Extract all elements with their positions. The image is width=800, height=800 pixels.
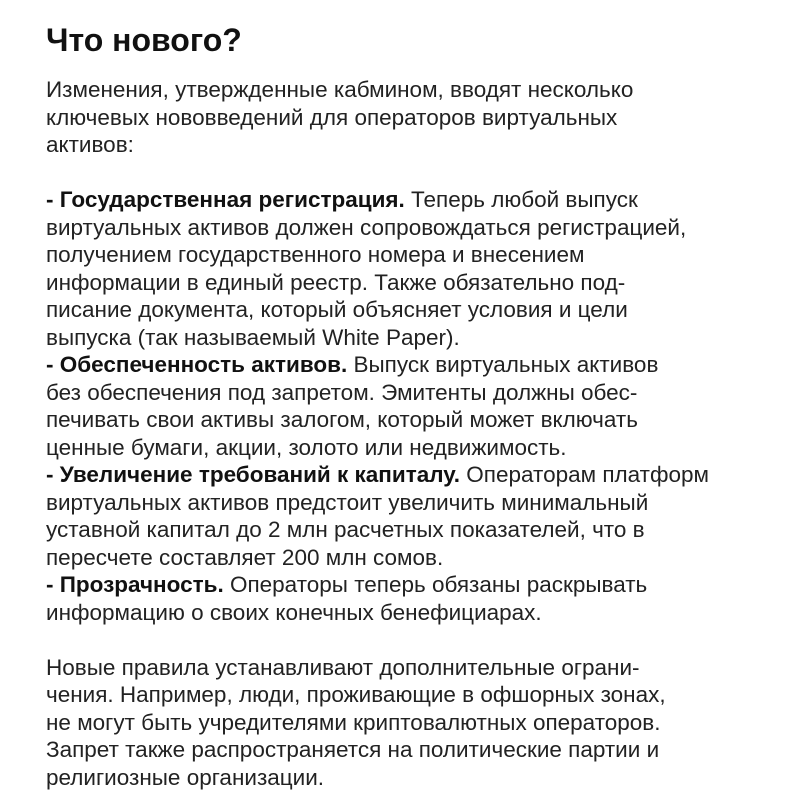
closing-paragraph <box>46 654 776 792</box>
list-item-first-line <box>46 461 776 489</box>
list-item-heading: - Прозрачность. <box>46 572 224 597</box>
list-item-capital <box>46 461 776 571</box>
list-item-first-line <box>46 571 776 599</box>
intro-line: активов: <box>46 132 134 157</box>
list-item-heading: - Увеличение требований к капиталу. <box>46 462 461 487</box>
list-item-line: пересчете составляет 200 млн сомов. <box>46 544 444 570</box>
article-body <box>46 76 776 791</box>
closing-line: религиозные организации. <box>46 764 325 790</box>
list-item-line: информацию о своих конечных бенефициарах. <box>46 599 542 625</box>
closing-line: Запрет также распространяется на политические партии и <box>46 737 660 762</box>
list-item-heading: - Обеспеченность активов. <box>46 352 348 377</box>
closing-line: Новые правила устанавливают дополнительные ограни- <box>46 654 640 680</box>
list-item-text: Операторам платформ <box>460 462 709 487</box>
list-item-text: Операторы теперь обязаны раскрывать <box>223 572 648 597</box>
paragraph-spacer <box>46 159 776 187</box>
list-item-line: виртуальных активов предстоит увеличить минимальный <box>46 489 649 515</box>
intro-line: ключевых нововведений для операторов виртуальных <box>46 104 618 130</box>
intro-line: Изменения, утвержденные кабмином, вводят несколько <box>46 77 634 102</box>
paragraph-spacer <box>46 626 776 654</box>
list-item-first-line <box>46 351 776 379</box>
page-title: Что нового? <box>46 22 242 58</box>
list-item-line: ценные бумаги, акции, золото или недвижимость. <box>46 434 567 460</box>
list-item-line: печивать свои активы залогом, который может включать <box>46 407 638 432</box>
list-item-line: без обеспечения под запретом. Эмитенты должны обес- <box>46 379 638 405</box>
list-item-text: Теперь любой выпуск <box>404 187 638 212</box>
list-item-first-line <box>46 186 776 214</box>
list-item-text: Выпуск виртуальных активов <box>347 352 659 377</box>
list-item-transparency <box>46 571 776 626</box>
list-item-line: получением государственного номера и внесением <box>46 242 585 267</box>
list-item-collateral <box>46 351 776 461</box>
list-item-registration <box>46 186 776 351</box>
list-item-line: уставной капитал до 2 млн расчетных показателей, что в <box>46 517 645 542</box>
intro-paragraph <box>46 76 776 159</box>
list-item-line: виртуальных активов должен сопровождаться регистрацией, <box>46 214 687 240</box>
list-item-line: информации в единый реестр. Также обязательно под- <box>46 269 626 295</box>
article <box>46 20 776 791</box>
closing-line: не могут быть учредителями криптовалютных операторов. <box>46 709 661 735</box>
closing-line: чения. Например, люди, проживающие в офшорных зонах, <box>46 682 666 707</box>
list-item-line: выпуска (так называемый White Paper). <box>46 324 460 350</box>
list-item-heading: - Государственная регистрация. <box>46 187 405 212</box>
list-item-line: писание документа, который объясняет условия и цели <box>46 297 628 322</box>
